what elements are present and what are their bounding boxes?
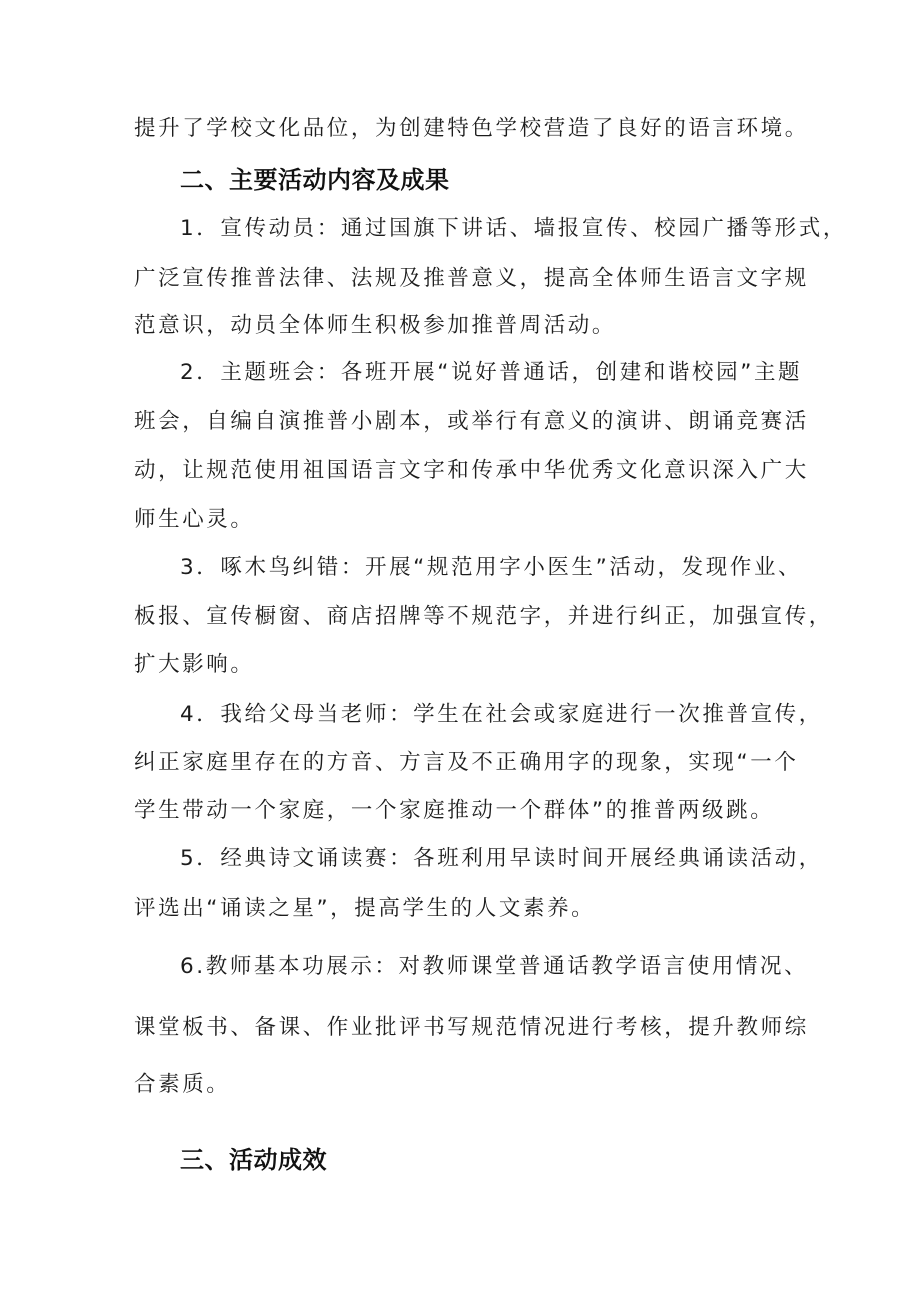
- paragraph-line: 2．主题班会：各班开展“说好普通话，创建和谐校园”主题: [180, 360, 803, 385]
- paragraph-line: 3．啄木鸟纠错：开展“规范用字小医生”活动，发现作业、: [180, 555, 803, 580]
- section-heading-3: 三、活动成效: [180, 1146, 327, 1174]
- paragraph-line: 班会，自编自演推普小剧本，或举行有意义的演讲、朗诵竞赛活: [134, 409, 809, 434]
- paragraph-line: 学生带动一个家庭，一个家庭推动一个群体”的推普两级跳。: [134, 798, 775, 823]
- paragraph-line: 动，让规范使用祖国语言文字和传承中华优秀文化意识深入广大: [134, 458, 809, 483]
- paragraph-line: 5．经典诗文诵读赛：各班利用早读时间开展经典诵读活动，: [180, 846, 823, 871]
- paragraph-line: 纠正家庭里存在的方音、方言及不正确用字的现象，实现“一个: [134, 750, 799, 775]
- paragraph-line: 广泛宣传推普法律、法规及推普意义，提高全体师生语言文字规: [134, 266, 809, 291]
- paragraph-line: 师生心灵。: [134, 507, 255, 532]
- section-heading-2: 二、主要活动内容及成果: [180, 166, 450, 194]
- paragraph-line: 扩大影响。: [134, 652, 255, 677]
- paragraph-line: 合素质。: [134, 1072, 231, 1097]
- paragraph-line: 范意识，动员全体师生积极参加推普周活动。: [134, 313, 617, 338]
- paragraph-line: 板报、宣传橱窗、商店招牌等不规范字，并进行纠正，加强宣传，: [134, 604, 833, 629]
- paragraph-line: 提升了学校文化品位，为创建特色学校营造了良好的语言环境。: [134, 116, 809, 141]
- paragraph-line: 4．我给父母当老师：学生在社会或家庭进行一次推普宣传，: [180, 702, 823, 727]
- paragraph-line: 课堂板书、备课、作业批评书写规范情况进行考核，提升教师综: [134, 1015, 809, 1040]
- paragraph-line: 1．宣传动员：通过国旗下讲话、墙报宣传、校园广播等形式，: [180, 216, 847, 241]
- paragraph-line: 6.教师基本功展示：对教师课堂普通话教学语言使用情况、: [180, 954, 809, 979]
- paragraph-line: 评选出“诵读之星”，提高学生的人文素养。: [134, 896, 596, 921]
